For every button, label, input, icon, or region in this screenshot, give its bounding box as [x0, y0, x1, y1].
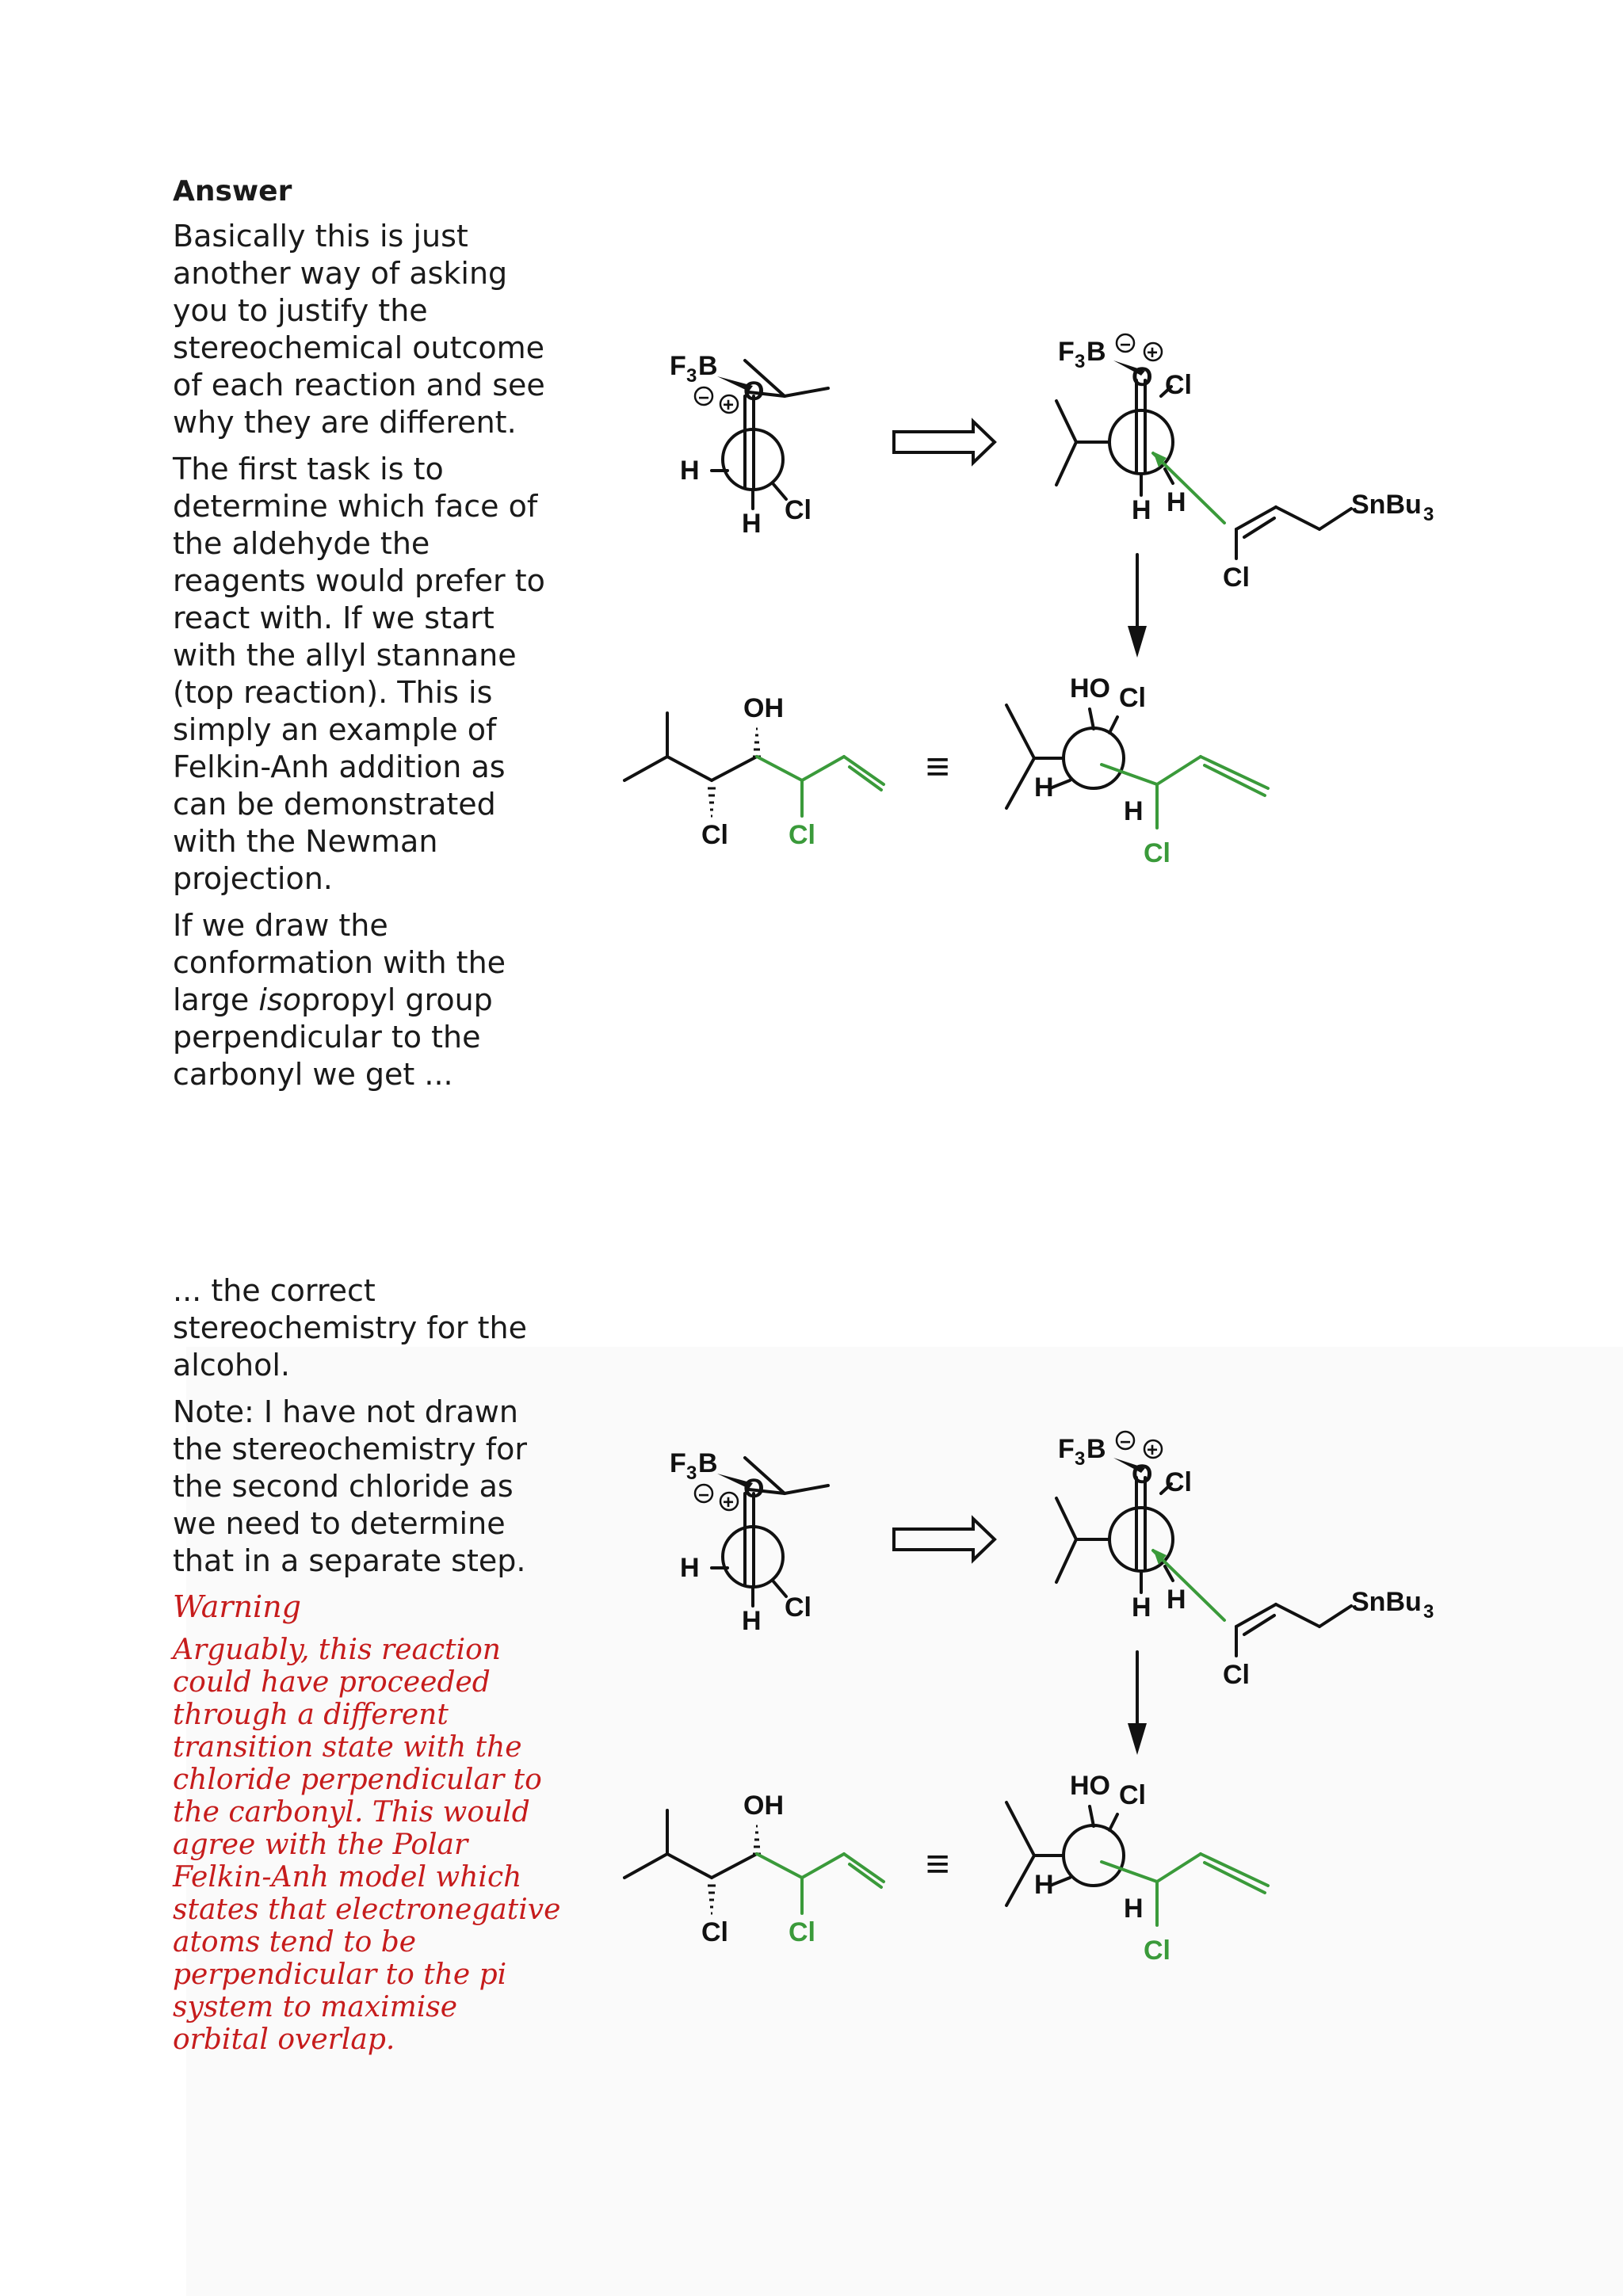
label-ho: HO	[1070, 673, 1110, 704]
charge-plus: +	[1147, 1440, 1159, 1461]
label-o: O	[1132, 362, 1153, 392]
label-cl: Cl	[785, 1592, 812, 1623]
label-h: H	[1124, 1894, 1144, 1924]
continuation-paragraph-1: ... the correct stereochemistry for the alcohol.	[173, 1273, 528, 1383]
answer-p3-start: If we draw the conformation with the large	[173, 908, 506, 1017]
label-b: B	[698, 1448, 718, 1478]
charge-minus: −	[1120, 334, 1132, 356]
label-cl: Cl	[1119, 1780, 1146, 1810]
label-h: H	[680, 1553, 700, 1583]
label-cl-green: Cl	[789, 1917, 815, 1947]
label-3: 3	[686, 365, 697, 387]
label-o: O	[1132, 1459, 1153, 1489]
label-oh: OH	[743, 1791, 784, 1821]
equivalence-sign: ≡	[926, 1841, 950, 1887]
equivalence-sign: ≡	[926, 744, 950, 790]
label-3: 3	[1075, 1448, 1086, 1470]
label-h: H	[1124, 796, 1144, 826]
label-oh: OH	[743, 693, 784, 723]
label-f: F	[670, 1448, 686, 1478]
charge-plus: +	[723, 395, 735, 416]
charge-plus: +	[723, 1492, 735, 1513]
label-3: 3	[1075, 351, 1086, 372]
continuation-paragraph-2: Note: I have not drawn the stereochemistry for the second chloride as we need to determine that in a separate step.	[173, 1394, 528, 1578]
label-cl: Cl	[701, 820, 728, 850]
label-cl-green: Cl	[1144, 1936, 1170, 1966]
answer-paragraph-2: The first task is to determine which face of the aldehyde the reagents would prefer to react with. If we start with the allyl stannane (top reaction). This is simply an example of Felkin-Anh addition as can be demonstrated with the Newman projection.	[173, 452, 545, 896]
label-b: B	[1086, 337, 1106, 367]
label-o: O	[743, 376, 765, 406]
label-b: B	[698, 351, 718, 381]
label-cl-green: Cl	[1144, 838, 1170, 868]
label-h: H	[1132, 495, 1151, 525]
label-h: H	[1167, 487, 1186, 517]
label-h: H	[680, 456, 700, 486]
label-snbu: SnBu	[1351, 1587, 1422, 1617]
label-cl: Cl	[1223, 563, 1250, 593]
newman-circle-product	[1064, 1825, 1124, 1886]
label-cl: Cl	[701, 1917, 728, 1947]
reaction-scheme-top	[602, 317, 1498, 871]
warning-text: Arguably, this reaction could have proceeded through a different transition state with the chloride perpendicular to the carbonyl. This would agree with the Polar Felkin-Anh model which states that electronegative atoms tend to be perpendicular to the pi system to maximise orbital overlap.	[173, 1634, 561, 2056]
label-f: F	[1058, 337, 1075, 367]
answer-p3-end: propyl group perpendicular to the carbonyl we get ...	[173, 982, 493, 1092]
label-h: H	[1167, 1585, 1186, 1615]
label-3: 3	[1423, 1601, 1434, 1623]
label-h: H	[742, 1606, 762, 1636]
warning-title: Warning	[173, 1589, 302, 1624]
label-f: F	[670, 351, 686, 381]
newman-circle-product	[1064, 728, 1124, 788]
label-cl: Cl	[785, 495, 812, 525]
answer-paragraph-3	[173, 907, 561, 1093]
label-snbu: SnBu	[1351, 490, 1422, 520]
label-3: 3	[686, 1463, 697, 1484]
charge-minus: −	[698, 1485, 710, 1506]
label-cl: Cl	[1165, 370, 1192, 400]
label-3: 3	[1423, 504, 1434, 525]
charge-minus: −	[698, 387, 710, 409]
label-h: H	[1132, 1592, 1151, 1623]
continuation-column	[173, 1272, 561, 2065]
label-cl: Cl	[1119, 683, 1146, 713]
label-ho: HO	[1070, 1771, 1110, 1801]
label-h: H	[1034, 1870, 1054, 1900]
label-b: B	[1086, 1434, 1106, 1464]
label-cl-green: Cl	[789, 820, 815, 850]
charge-minus: −	[1120, 1432, 1132, 1453]
answer-p3-italic: iso	[258, 982, 301, 1017]
label-o: O	[743, 1474, 765, 1504]
answer-heading: Answer	[173, 175, 292, 208]
label-cl: Cl	[1223, 1660, 1250, 1690]
answer-paragraph-1: Basically this is just another way of asking you to justify the stereochemical outcome of each reaction and see why they are different.	[173, 219, 545, 440]
label-h: H	[742, 509, 762, 539]
reaction-scheme-bottom	[602, 1414, 1498, 1969]
label-cl: Cl	[1165, 1467, 1192, 1497]
charge-plus: +	[1147, 342, 1159, 364]
label-f: F	[1058, 1434, 1075, 1464]
label-h: H	[1034, 772, 1054, 803]
answer-column	[173, 173, 561, 1103]
